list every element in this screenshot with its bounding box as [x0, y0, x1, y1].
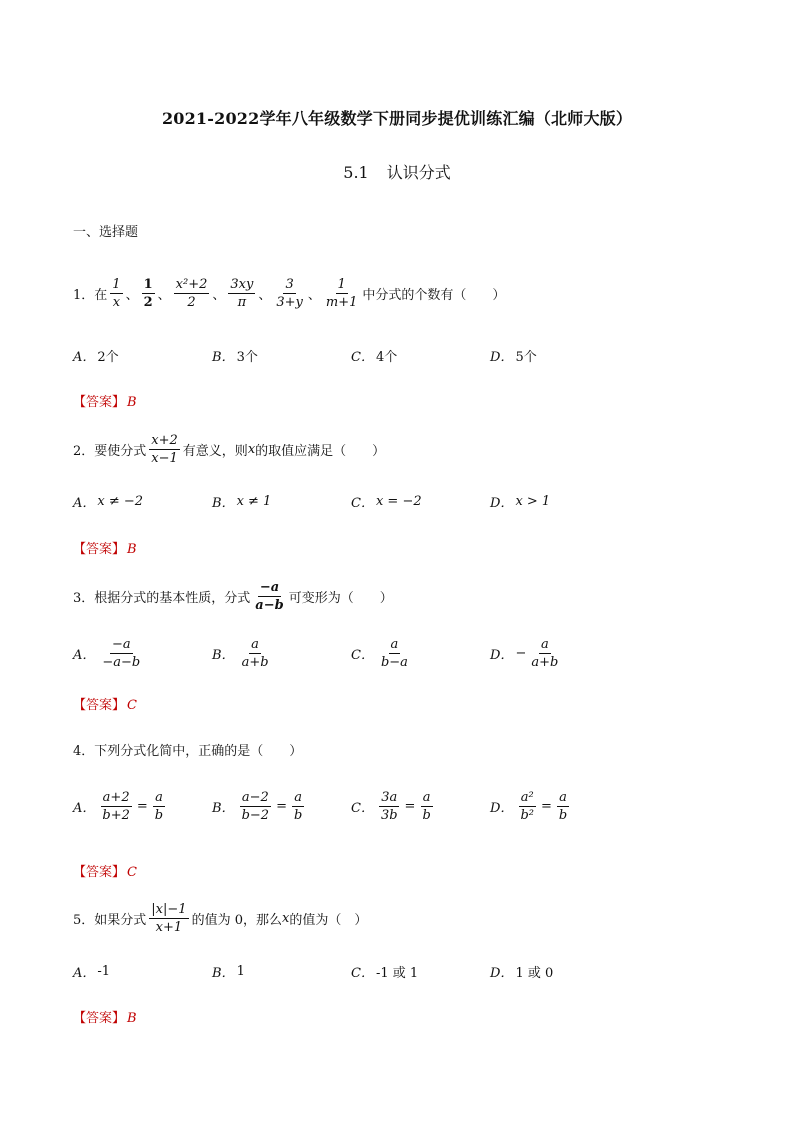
answer-label: 【答案】	[73, 698, 126, 713]
section-heading	[0, 160, 794, 183]
option-d[interactable]	[490, 636, 629, 671]
question-number: 2．	[73, 444, 95, 459]
option-text: 2个	[97, 350, 119, 365]
denominator: 2	[143, 295, 153, 310]
question-number: 5．	[73, 913, 95, 928]
section-number: 5.1	[343, 163, 369, 182]
fraction	[153, 789, 165, 824]
option-text: x ≠ −2	[97, 494, 144, 509]
denominator: π	[237, 295, 247, 310]
option-text: 5个	[515, 350, 537, 365]
denominator: 3b	[380, 808, 398, 823]
numerator: x²+2	[175, 277, 208, 292]
question-text: 的取值应满足（ ）	[255, 444, 386, 459]
option-letter: D．	[490, 350, 514, 365]
question-text: 有意义，则	[182, 444, 248, 459]
option-d[interactable]	[490, 962, 629, 981]
question-text: 如果分式	[94, 913, 147, 928]
option-letter: C．	[351, 496, 374, 511]
separator: 、	[307, 288, 321, 303]
option-letter: D．	[490, 496, 514, 511]
question-text: 在	[94, 288, 108, 303]
denominator: b+2	[102, 808, 130, 823]
options-5	[73, 962, 753, 981]
option-d[interactable]	[490, 492, 629, 511]
options-2	[73, 492, 753, 511]
option-b[interactable]	[212, 789, 351, 824]
equals-sign: =	[276, 799, 287, 814]
numerator: a²	[520, 790, 534, 805]
option-a[interactable]	[73, 789, 212, 824]
option-letter: D．	[490, 648, 514, 663]
denominator: x	[112, 295, 121, 310]
denominator: b²	[520, 808, 534, 823]
numerator: 1	[143, 277, 153, 292]
fraction	[228, 276, 255, 311]
option-letter: C．	[351, 801, 374, 816]
option-c[interactable]	[351, 636, 490, 671]
denominator: b	[154, 808, 164, 823]
numerator: 3xy	[230, 277, 254, 292]
option-letter: D．	[490, 801, 514, 816]
fraction	[240, 636, 271, 671]
equals-sign: =	[136, 799, 148, 814]
denominator: b−2	[241, 808, 270, 823]
question-4	[73, 740, 302, 759]
option-letter: A．	[73, 648, 96, 663]
option-text: 3个	[236, 350, 258, 365]
option-c[interactable]	[351, 789, 490, 824]
fraction	[240, 789, 272, 824]
answer-value: B	[127, 1011, 137, 1026]
fraction	[149, 901, 188, 936]
option-text: x > 1	[515, 494, 551, 509]
question-number: 3．	[73, 591, 95, 606]
option-letter: A．	[73, 966, 96, 981]
numerator: a	[422, 790, 431, 805]
numerator: 3	[285, 277, 294, 292]
answer-5	[73, 1007, 137, 1026]
denominator: b	[558, 808, 568, 823]
option-letter: B．	[212, 496, 235, 511]
fraction	[420, 789, 432, 824]
option-letter: A．	[73, 350, 96, 365]
question-1	[73, 276, 505, 311]
answer-label: 【答案】	[73, 542, 126, 557]
fraction	[518, 789, 536, 824]
options-3	[73, 636, 753, 671]
question-5	[73, 901, 367, 936]
option-text: x = −2	[375, 494, 422, 509]
denominator: a+b	[241, 655, 269, 670]
sign: −	[515, 646, 527, 661]
option-letter: A．	[73, 496, 96, 511]
fraction	[379, 789, 400, 824]
question-text: 可变形为（ ）	[288, 591, 393, 606]
numerator: a	[251, 637, 259, 652]
fraction	[142, 276, 155, 311]
separator: 、	[125, 288, 139, 303]
denominator: a+b	[531, 655, 559, 670]
option-text: x ≠ 1	[236, 494, 272, 509]
option-c[interactable]	[351, 962, 490, 981]
option-letter: B．	[212, 801, 235, 816]
fraction	[529, 636, 560, 671]
option-d[interactable]	[490, 789, 629, 824]
option-c[interactable]	[351, 346, 490, 365]
fraction	[174, 276, 210, 311]
answer-label: 【答案】	[73, 395, 126, 410]
question-number: 1．	[73, 288, 95, 303]
separator: 、	[157, 288, 171, 303]
section-name: 认识分式	[386, 163, 451, 182]
numerator: a	[390, 637, 399, 652]
numerator: a	[294, 790, 303, 805]
numerator: a	[540, 637, 549, 652]
option-b[interactable]	[212, 636, 351, 671]
option-a[interactable]	[73, 492, 212, 511]
fraction	[557, 789, 569, 824]
part-heading: 一、选择题	[73, 225, 139, 240]
option-a[interactable]	[73, 346, 212, 365]
answer-value: B	[127, 542, 137, 557]
answer-value: C	[127, 865, 137, 880]
option-letter: D．	[490, 966, 514, 981]
separator: 、	[212, 288, 226, 303]
question-3	[73, 579, 393, 614]
fraction	[292, 789, 304, 824]
answer-label: 【答案】	[73, 865, 126, 880]
denominator: −a−b	[102, 655, 141, 670]
option-d[interactable]	[490, 346, 629, 365]
denominator: b	[293, 808, 303, 823]
denominator: 2	[187, 295, 196, 310]
question-2	[73, 432, 385, 467]
question-text: 的值为 0，那么	[191, 913, 282, 928]
question-number: 4．	[73, 744, 95, 759]
equals-sign: =	[404, 799, 416, 814]
option-b[interactable]	[212, 492, 351, 511]
option-text: -1	[97, 964, 111, 979]
option-letter: C．	[351, 648, 374, 663]
numerator: −a	[259, 580, 280, 595]
numerator: x+2	[151, 433, 178, 448]
option-a[interactable]	[73, 636, 212, 671]
option-a[interactable]	[73, 962, 212, 981]
document-title: 2021-2022学年八年级数学下册同步提优训练汇编（北师大版）	[161, 109, 633, 128]
denominator: a−b	[255, 598, 284, 613]
option-letter: C．	[351, 966, 374, 981]
option-text: 1 或 0	[515, 966, 554, 981]
variable: x	[281, 911, 290, 926]
fraction	[149, 432, 180, 467]
fraction	[274, 276, 305, 311]
option-b[interactable]	[212, 962, 351, 981]
denominator: x−1	[151, 451, 178, 466]
option-letter: C．	[351, 350, 374, 365]
separator: 、	[258, 288, 272, 303]
answer-label: 【答案】	[73, 1011, 126, 1026]
variable: x	[247, 442, 256, 457]
answer-1	[73, 391, 137, 410]
option-b[interactable]	[212, 346, 351, 365]
denominator: b−a	[380, 655, 408, 670]
question-text: 根据分式的基本性质，分式	[94, 591, 251, 606]
numerator: −a	[111, 637, 131, 652]
numerator: a−2	[241, 790, 269, 805]
denominator: m+1	[325, 295, 358, 310]
option-text: 1	[236, 964, 245, 979]
fraction	[324, 276, 360, 311]
numerator: 1	[112, 277, 121, 292]
numerator: 3a	[381, 790, 398, 805]
numerator: a	[559, 790, 567, 805]
answer-value: B	[127, 395, 137, 410]
option-text: -1 或 1	[375, 966, 419, 981]
option-letter: B．	[212, 966, 235, 981]
option-letter: B．	[212, 648, 235, 663]
denominator: x+1	[155, 920, 183, 935]
question-text: 中分式的个数有（ ）	[362, 288, 506, 303]
fraction	[100, 789, 132, 824]
answer-3	[73, 694, 137, 713]
question-text: 的值为（ ）	[289, 913, 368, 928]
fraction	[100, 636, 142, 671]
denominator: b	[422, 808, 431, 823]
option-text: 4个	[375, 350, 398, 365]
options-1	[73, 346, 753, 365]
numerator: a	[155, 790, 163, 805]
numerator: |x|−1	[151, 902, 187, 917]
answer-4	[73, 861, 137, 880]
option-letter: B．	[212, 350, 235, 365]
numerator: a+2	[102, 790, 130, 805]
fraction	[253, 579, 285, 614]
fraction	[110, 276, 122, 311]
answer-2	[73, 538, 137, 557]
options-4	[73, 789, 753, 824]
denominator: 3+y	[276, 295, 303, 310]
question-text: 下列分式化简中，正确的是（ ）	[94, 744, 303, 759]
fraction	[379, 636, 410, 671]
numerator: 1	[337, 277, 346, 292]
option-c[interactable]	[351, 492, 490, 511]
answer-value: C	[127, 698, 137, 713]
option-letter: A．	[73, 801, 96, 816]
question-text: 要使分式	[94, 444, 147, 459]
equals-sign: =	[540, 799, 552, 814]
